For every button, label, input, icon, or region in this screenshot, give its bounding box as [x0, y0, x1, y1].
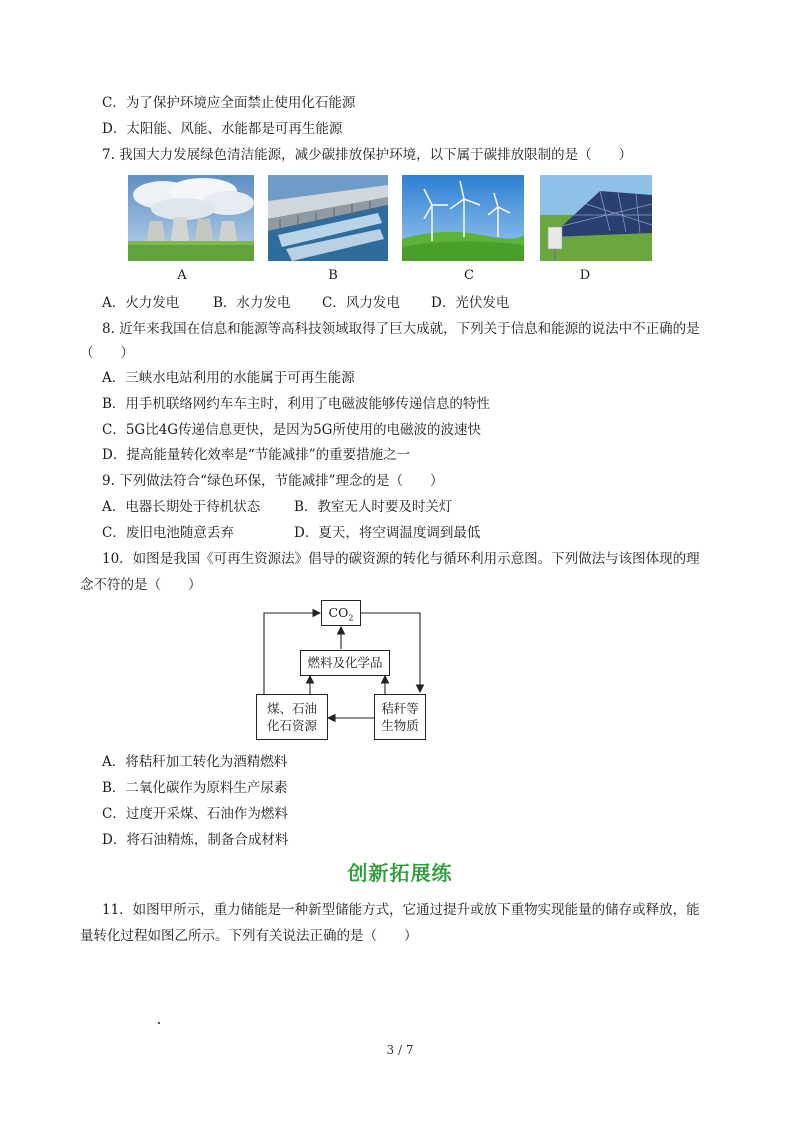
q7-option-a: A．火力发电: [102, 295, 180, 311]
q8-stem-line2: （ ）: [80, 345, 134, 361]
biomass-label-line1: 秸秆等: [381, 701, 419, 716]
hydropower-image: [268, 175, 388, 261]
q7-option-d: D．光伏发电: [431, 295, 510, 311]
section-title: 创新拓展练: [347, 861, 453, 885]
q6-option-d: D．太阳能、风能、水能都是可再生能源: [102, 121, 343, 137]
q7-image-label-d: D: [579, 268, 591, 283]
fossil-label-line1: 煤、石油: [266, 701, 317, 716]
q7-stem: 7. 我国大力发展绿色清洁能源，减少碳排放保护环境，以下属于碳排放限制的是（ ）: [102, 147, 633, 163]
q7-option-b: B．水力发电: [213, 295, 291, 311]
q8-option-d: D．提高能量转化效率是“节能减排”的重要措施之一: [102, 447, 411, 463]
q10-stem-line1: 10．如图是我国《可再生资源法》倡导的碳资源的转化与循环利用示意图。下列做法与该图体现的理: [102, 551, 700, 567]
q6-option-c: C．为了保护环境应全面禁止使用化石能源: [102, 95, 356, 111]
q9-option-b: B．教室无人时要及时关灯: [294, 499, 453, 515]
q9-option-a: A．电器长期处于待机状态: [102, 499, 261, 515]
fuel-chemicals-label: 燃料及化学品: [307, 655, 383, 670]
biomass-box: [374, 694, 426, 740]
q7-image-label-c: C: [464, 268, 474, 283]
q9-stem: 9. 下列做法符合“绿色环保，节能减排”理念的是（ ）: [102, 473, 444, 489]
q7-option-c: C．风力发电: [322, 295, 400, 311]
fossil-label-line2: 化石资源: [266, 718, 317, 733]
q9-option-d: D．夏天，将空调温度调到最低: [294, 525, 481, 541]
stray-dot: [158, 1022, 160, 1024]
q7-image-label-b: B: [328, 268, 338, 283]
q8-option-c: C．5G比4G传递信息更快，是因为5G所使用的电磁波的波速快: [102, 422, 481, 438]
solar-power-image: [540, 175, 652, 261]
page-number: 3 / 7: [386, 1043, 414, 1057]
thermal-power-image: [128, 175, 254, 261]
fuel-chemicals-box: [300, 650, 390, 676]
q7-image-label-a: A: [177, 268, 187, 283]
q10-option-d: D．将石油精炼，制备合成材料: [102, 832, 289, 848]
q8-option-b: B．用手机联络网约车车主时，利用了电磁波能够传递信息的特性: [102, 396, 490, 412]
q8-option-a: A．三峡水电站利用的水能属于可再生能源: [102, 370, 355, 386]
wind-power-image: [402, 175, 524, 261]
q10-option-b: B．二氧化碳作为原料生产尿素: [102, 780, 288, 796]
q11-stem-line1: 11．如图甲所示，重力储能是一种新型储能方式，它通过提升或放下重物实现能量的储存或释放，能: [102, 902, 700, 918]
q10-stem-line2: 念不符的是（ ）: [80, 577, 202, 593]
q9-option-c: C．废旧电池随意丢弃: [102, 525, 234, 541]
fossil-resources-box: [256, 694, 328, 740]
q11-stem-line2: 量转化过程如图乙所示。下列有关说法正确的是（ ）: [80, 928, 418, 944]
biomass-label-line2: 生物质: [381, 718, 419, 733]
q10-option-a: A．将秸秆加工转化为酒精燃料: [102, 754, 288, 770]
co2-subscript: 2: [348, 613, 354, 623]
co2-box: [321, 600, 361, 626]
q8-stem-line1: 8. 近年来我国在信息和能源等高科技领域取得了巨大成就，下列关于信息和能源的说法中不正确的是: [102, 321, 700, 337]
q10-option-c: C．过度开采煤、石油作为燃料: [102, 806, 288, 822]
carbon-cycle-diagram: [250, 596, 440, 746]
co2-label: CO: [328, 605, 349, 620]
